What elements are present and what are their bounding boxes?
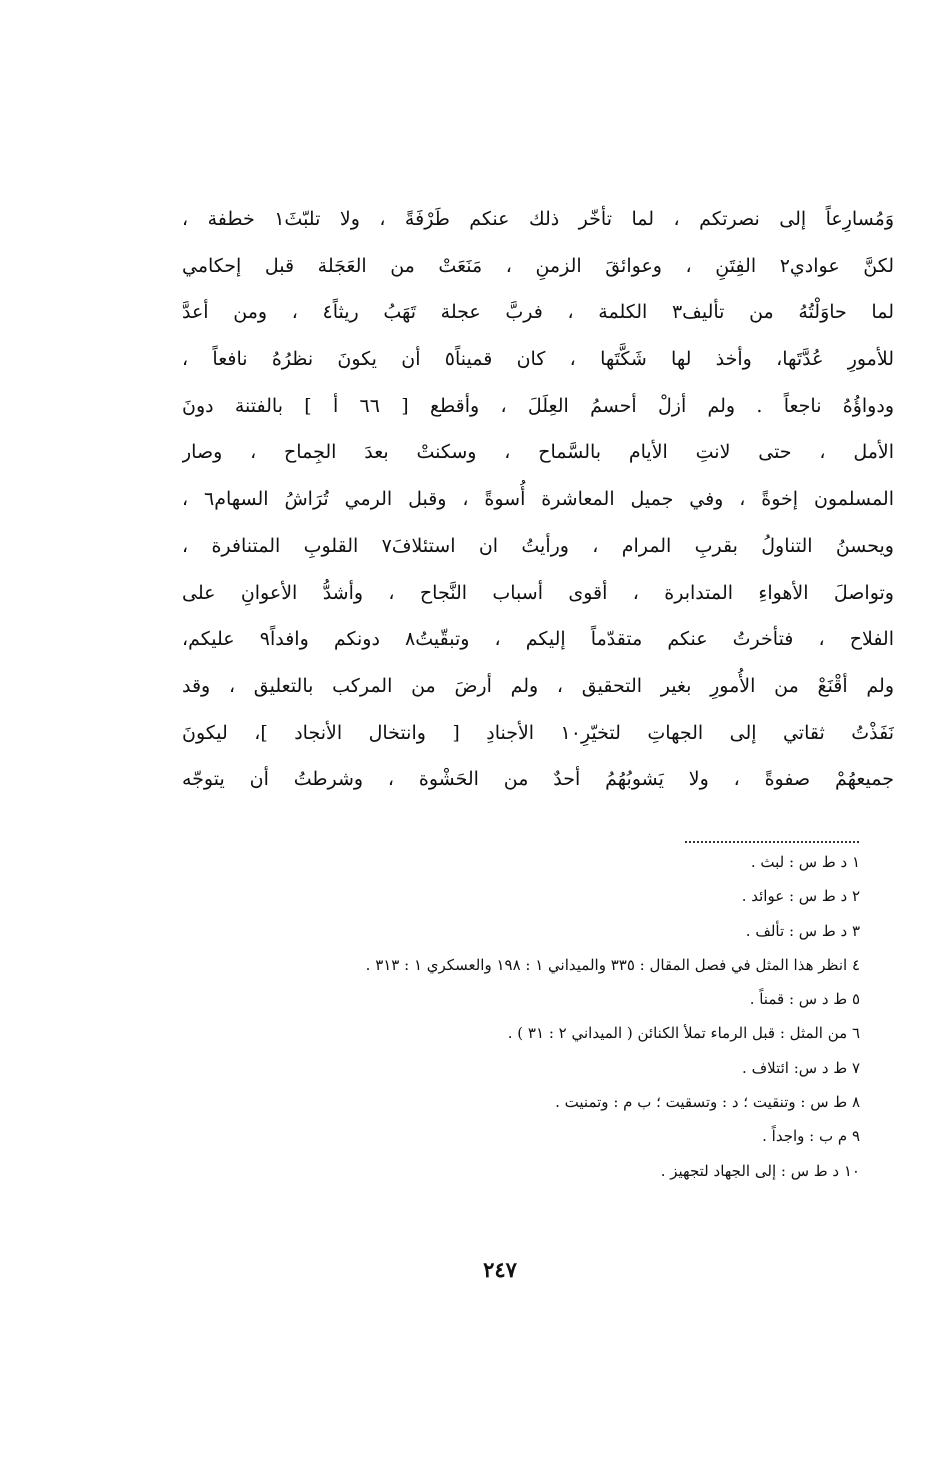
text-line: ويحسنُ التناولُ بقربِ المرام ، ورأيتُ ان استئلافَ٧ القلوبِ المتنافرة ، [182,534,894,557]
footnote-separator [685,841,859,843]
text-line: المسلمون إخوةً ، وفي جميل المعاشرة أُسوةً ، وقبل الرمي تُرَاشُ السهام٦ ، [182,488,894,511]
footnote: ٧ ط د س: ائتلاف . [742,1058,860,1077]
text-line: للأمورِ عُدَّتَها، وأخذ لها شَكَّتَها ، كان قميناً٥ أن يكونَ نظرُهُ نافعاً ، [182,348,894,371]
footnote: ٦ من المثل : قبل الرماء تملأ الكنائن ( الميداني ٢ : ٣١ ) . [507,1024,860,1043]
footnote: ٥ ط د س : قمناً . [749,990,860,1009]
footnotes-block [200,845,860,1188]
text-line: لكنَّ عوادي٢ الفِتَنِ ، وعوائقَ الزمنِ ، مَنَعَتْ من العَجَلة قبل إحكامي [182,254,894,277]
footnote: ١ د ط س : لبث . [750,853,860,871]
text-line: الفلاح ، فتأخرتُ عنكم متقدّماً إليكم ، وتبقّيتُ٨ دونكم وافداً٩ عليكم، [182,628,894,651]
page-number: ٢٤٧ [483,1257,517,1282]
text-line: ودواؤُهُ ناجعاً . ولم أزلْ أحسمُ العِلَلَ ، وأقطع [ ٦٦ أ ] بالفتنة دونَ [182,394,894,417]
footnote: ٩ م ب : واجداً . [762,1127,860,1146]
text-line: ولم أقْنَعْ من الأُمورِ بغير التحقيق ، ولم أرضَ من المركب بالتعليق ، وقد [182,674,894,697]
text-line: لما حاوَلْتُهُ من تأليف٣ الكلمة ، فربَّ عجلة تَهَبُ ريثاً٤ ، ومن أعدَّ [182,301,894,324]
text-line: نَفَذْتُ ثقاتي إلى الجهاتِ لتخيّرِ١٠ الأجنادِ [ وانتخال الأنجاد ]، ليكونَ [182,721,894,744]
footnote: ٢ د ط س : عوائد . [741,887,860,906]
footnote: ٤ انظر هذا المثل في فصل المقال : ٣٣٥ والميداني ١ : ١٩٨ والعسكري ١ : ٣١٣ . [365,955,860,974]
footnote: ٨ ط س : وتنقيت ؛ د : وتسقيت ؛ ب م : وتمنيت . [555,1093,860,1112]
text-line: جميعهُمْ صفوةً ، ولا يَشوبُهُمُ أحدٌ من الحَشْوة ، وشرطتُ أن يتوجّه [182,768,894,791]
text-line: وَمُسارِعاً إلى نصرتكم ، لما تأخّر ذلك عنكم طَرْفَةً ، ولا تلبّثَ١ خطفة ، [182,208,894,230]
main-text-block [182,196,894,803]
text-line: الأمل ، حتى لانتِ الأيام بالسَّماح ، وسكنتْ بعدَ الجِماح ، وصار [182,441,894,464]
footnote: ١٠ د ط س : إلى الجهاد لتجهيز . [660,1161,860,1180]
footnote: ٣ د ط س : تألف . [745,921,860,940]
text-line: وتواصلَ الأهواءِ المتدابرة ، أقوى أسباب النَّجاح ، وأشدُّ الأعوانِ على [182,581,894,604]
